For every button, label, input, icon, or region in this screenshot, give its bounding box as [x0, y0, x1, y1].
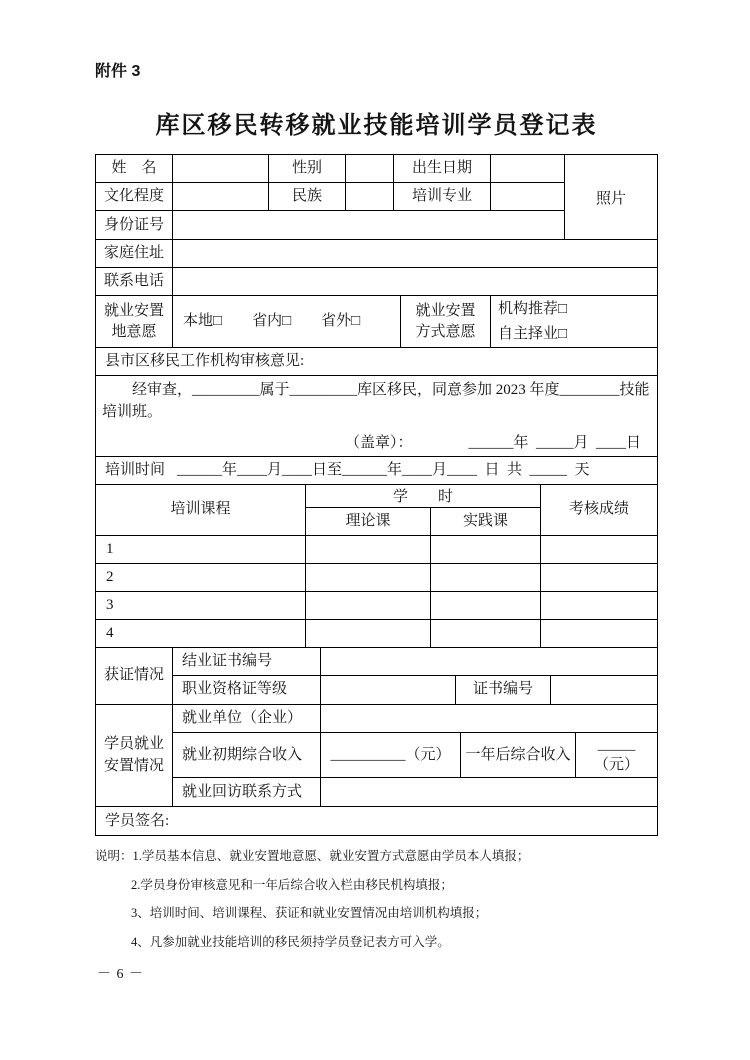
- note-line-2: 2.学员身份审核意见和一年后综合收入栏由移民机构填报；: [131, 877, 453, 892]
- page-number: － 6 －: [97, 967, 144, 982]
- placement-intent-label: [96, 296, 173, 347]
- placement-options: [173, 296, 401, 347]
- phone-row: [96, 268, 657, 296]
- birthdate-field: [491, 155, 564, 182]
- employer-field: [321, 705, 657, 732]
- course-number: 3: [96, 592, 306, 619]
- completion-cert-row: [173, 648, 657, 676]
- score-field: [541, 620, 657, 647]
- training-time-cell: [96, 457, 657, 484]
- review-title: 县市区移民工作机构审核意见:: [105, 353, 305, 370]
- row-id-number: [96, 211, 564, 239]
- row-name-gender-birth: [96, 155, 564, 183]
- review-content: [96, 376, 657, 456]
- major-field: [491, 183, 564, 210]
- follow-up-contact-field: [321, 778, 657, 806]
- practice-hours-field: [431, 564, 541, 591]
- employer-label: 就业单位（企业）: [173, 705, 321, 732]
- notes-section: [95, 849, 658, 951]
- training-time-label: 培训时间: [105, 461, 166, 478]
- employment-section: [96, 705, 657, 808]
- practice-hours-field: [431, 592, 541, 619]
- placement-intent-label-line2: 地意愿: [111, 323, 157, 340]
- year-later-income-label: 一年后综合收入: [461, 733, 576, 778]
- review-title-row: [96, 348, 657, 376]
- hours-header-block: [306, 485, 541, 535]
- placement-mode-label: [401, 296, 491, 347]
- placement-option-outside: 省外□: [321, 313, 361, 330]
- ethnicity-label: 民族: [269, 183, 346, 210]
- cert-status-label: [96, 648, 173, 704]
- cert-status-label-text: 获证情况: [103, 667, 164, 684]
- placement-row: [96, 296, 657, 348]
- training-time-row: [96, 457, 657, 485]
- course-number: 1: [96, 536, 306, 563]
- theory-hours-field: [306, 536, 431, 563]
- employment-status-label: [96, 705, 173, 807]
- attachment-label: 附件 3: [95, 63, 141, 80]
- signature-label: 学员签名:: [105, 812, 170, 829]
- qualification-row: [173, 676, 657, 704]
- address-label: 家庭住址: [96, 240, 173, 267]
- gender-label: 性别: [269, 155, 346, 182]
- initial-income-field: __________（元）: [321, 733, 461, 778]
- score-field: [541, 564, 657, 591]
- placement-mode-label-line1: 就业安置: [415, 303, 476, 320]
- certificate-rows: [173, 648, 657, 704]
- placement-option-local: 本地□: [183, 313, 223, 330]
- score-field: [541, 592, 657, 619]
- course-row-2: [96, 564, 657, 592]
- note-line-1: 说明：1.学员基本信息、就业安置地意愿、就业安置方式意愿由学员本人填报；: [95, 849, 530, 863]
- course-number: 2: [96, 564, 306, 591]
- course-row-4: [96, 620, 657, 648]
- employment-status-label-line2: 安置情况: [103, 758, 164, 775]
- course-number: 4: [96, 620, 306, 647]
- photo-label: 照片: [595, 190, 626, 207]
- income-row: [173, 733, 657, 779]
- theory-header: 理论课: [306, 508, 431, 535]
- placement-mode-option-agency: 机构推荐□: [498, 300, 568, 317]
- basic-info-section: [96, 155, 657, 240]
- education-label: 文化程度: [96, 183, 173, 210]
- photo-box: [564, 155, 657, 239]
- placement-option-province: 省内□: [252, 313, 292, 330]
- address-field: [173, 240, 657, 267]
- training-time-line: ______年____月____日至______年____月____ 日 共 _____ 天: [177, 461, 590, 478]
- course-row-1: [96, 536, 657, 564]
- ethnicity-field: [346, 183, 394, 210]
- course-row-3: [96, 592, 657, 620]
- major-label: 培训专业: [394, 183, 491, 210]
- gender-field: [346, 155, 394, 182]
- cert-number-label: 证书编号: [456, 676, 551, 704]
- birthdate-label: 出生日期: [394, 155, 491, 182]
- theory-hours-field: [306, 620, 431, 647]
- signature-row: [96, 807, 657, 835]
- course-table-header: [96, 485, 657, 536]
- initial-income-label: 就业初期综合收入: [173, 733, 321, 778]
- seal-label: （盖章）：: [344, 434, 413, 451]
- cert-number-field: [551, 676, 657, 704]
- placement-intent-label-line1: 就业安置: [103, 303, 164, 320]
- review-body-row: [96, 376, 657, 457]
- registration-form-table: [95, 154, 658, 836]
- note-line-4: 4、凡参加就业技能培训的移民须持学员登记表方可入学。: [131, 934, 450, 949]
- hours-subheaders: [306, 508, 540, 535]
- form-title: 库区移民转移就业技能培训学员登记表: [155, 113, 598, 139]
- seal-date: ______年 _____月 ____日: [468, 434, 641, 451]
- completion-cert-number-field: [321, 648, 657, 675]
- seal-row: [102, 431, 651, 452]
- placement-mode-options: [491, 296, 657, 347]
- row-education-ethnicity-major: [96, 183, 564, 211]
- hours-header: 学 时: [306, 485, 540, 508]
- qualification-level-label: 职业资格证等级: [173, 676, 321, 704]
- phone-label: 联系电话: [96, 268, 173, 295]
- employment-rows: [173, 705, 657, 807]
- review-paragraph: 经审查，_________属于_________库区移民，同意参加 2023 年度________技能培训班。: [102, 382, 650, 420]
- qualification-level-field: [321, 676, 456, 704]
- placement-mode-label-line2: 方式意愿: [415, 323, 476, 340]
- employer-row: [173, 705, 657, 733]
- theory-hours-field: [306, 564, 431, 591]
- note-line-3: 3、培训时间、培训课程、获证和就业安置情况由培训机构填报；: [131, 906, 488, 921]
- name-field: [173, 155, 269, 182]
- follow-up-contact-label: 就业回访联系方式: [173, 778, 321, 806]
- theory-hours-field: [306, 592, 431, 619]
- certificate-section: [96, 648, 657, 705]
- score-field: [541, 536, 657, 563]
- phone-field: [173, 268, 657, 295]
- name-label: 姓 名: [96, 155, 173, 182]
- basic-info-left: [96, 155, 564, 239]
- address-row: [96, 240, 657, 268]
- completion-cert-number-label: 结业证书编号: [173, 648, 321, 675]
- education-field: [173, 183, 269, 210]
- id-number-label: 身份证号: [96, 211, 173, 239]
- practice-header: 实践课: [462, 512, 508, 529]
- course-column-header: 培训课程: [96, 485, 306, 535]
- score-column-header: 考核成绩: [568, 501, 629, 518]
- id-number-field: [173, 211, 564, 239]
- practice-hours-field: [431, 620, 541, 647]
- employment-status-label-line1: 学员就业: [103, 735, 164, 752]
- follow-up-contact-row: [173, 778, 657, 806]
- practice-hours-field: [431, 536, 541, 563]
- year-later-income-field: _____（元）: [593, 736, 639, 773]
- placement-mode-option-self: 自主择业□: [498, 326, 568, 342]
